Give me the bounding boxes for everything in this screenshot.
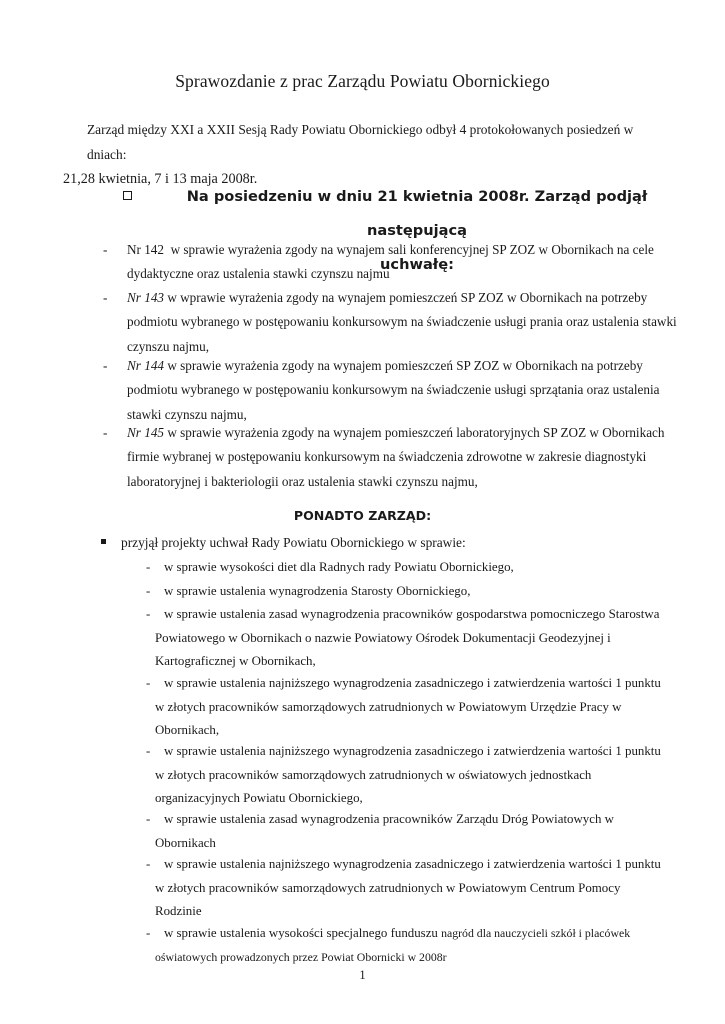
resolution-text: stawki czynszu najmu, bbox=[127, 406, 247, 422]
resolution-number: Nr 142 bbox=[127, 242, 164, 257]
project-text: w sprawie ustalenia wysokości specjalnego funduszu bbox=[164, 926, 438, 940]
project-text: Powiatowego w Obornikach o nazwie Powiatowy Ośrodek Dokumentacji Geodezyjnej i bbox=[155, 630, 611, 645]
project-text: w złotych pracowników samorządowych zatrudnionych w Powiatowym Centrum Pomocy bbox=[155, 880, 621, 895]
dash-bullet: - bbox=[103, 290, 108, 305]
dash-bullet: - bbox=[103, 242, 108, 257]
dash-bullet: - bbox=[146, 560, 151, 574]
dash-bullet: - bbox=[146, 607, 151, 621]
projects-intro bbox=[101, 532, 466, 554]
session-heading-line-1: Na posiedzeniu w dniu 21 kwietnia 2008r. Zarząd podjął następującą bbox=[186, 188, 648, 239]
project-text: w sprawie ustalenia najniższego wynagrodzenia zasadniczego i zatwierdzenia wartości 1 punktu bbox=[164, 857, 661, 871]
project-text: w sprawie ustalenia najniższego wynagrodzenia zasadniczego i zatwierdzenia wartości 1 punktu bbox=[164, 744, 661, 758]
dash-bullet: - bbox=[146, 926, 151, 940]
resolution-text: laboratoryjnej i bakteriologii oraz ustalenia stawki czynszu najmu, bbox=[127, 473, 478, 489]
resolution-text: dydaktyczne oraz ustalenia stawki czynszu najmu bbox=[127, 266, 390, 282]
section-heading-ponadto: PONADTO ZARZĄD: bbox=[293, 508, 432, 523]
dash-bullet: - bbox=[146, 584, 151, 598]
project-text: Rodzinie bbox=[155, 904, 202, 919]
project-text: w sprawie ustalenia zasad wynagrodzenia pracowników gospodarstwa pomocniczego Starostwa bbox=[164, 607, 660, 621]
project-text: Obornikach, bbox=[155, 723, 220, 738]
resolution-text: podmiotu wybranego w postępowaniu konkursowym na świadczenie usługi sprzątania oraz ustalenia bbox=[127, 382, 660, 398]
dash-bullet: - bbox=[146, 857, 151, 871]
resolution-text: firmie wybranej w postępowaniu konkursowym na świadczenia zdrowotne w zakresie diagnostyki bbox=[127, 449, 647, 465]
dash-bullet: - bbox=[103, 425, 108, 440]
intro-line-2: 21,28 kwietnia, 7 i 13 maja 2008r. bbox=[63, 171, 258, 187]
project-text: w złotych pracowników samorządowych zatrudnionych w Powiatowym Urzędzie Pracy w bbox=[155, 699, 622, 714]
resolution-number: Nr 145 bbox=[127, 425, 165, 440]
resolution-number: Nr 144 bbox=[127, 358, 165, 373]
resolution-text: w sprawie wyrażenia zgody na wynajem pomieszczeń SP ZOZ w Obornikach na potrzeby bbox=[167, 358, 643, 373]
document-title: Sprawozdanie z prac Zarządu Powiatu Obornickiego bbox=[175, 71, 550, 91]
intro-line-1: Zarząd między XXI a XXII Sesją Rady Powiatu Obornickiego odbył 4 protokołowanych posiedzeń w dniach: bbox=[87, 122, 634, 162]
project-text: Obornikach bbox=[155, 835, 216, 850]
session-heading-line-2: uchwałę: bbox=[380, 256, 454, 273]
hollow-square-bullet-icon bbox=[123, 191, 132, 200]
project-text: organizacyjnych Powiatu Obornickiego, bbox=[155, 791, 363, 806]
project-text-small: oświatowych prowadzonych przez Powiat Obornicki w 2008r bbox=[155, 949, 447, 964]
project-text: w sprawie ustalenia wynagrodzenia Starosty Obornickiego, bbox=[164, 584, 471, 598]
project-text: w sprawie wysokości diet dla Radnych rady Powiatu Obornickiego, bbox=[164, 560, 514, 574]
resolution-text: w sprawie wyrażenia zgody na wynajem sali konferencyjnej SP ZOZ w Obornikach na cele bbox=[170, 242, 654, 257]
dash-bullet: - bbox=[146, 812, 151, 826]
project-text-small: nagród dla nauczycieli szkół i placówek bbox=[441, 926, 631, 940]
resolution-text: w wprawie wyrażenia zgody na wynajem pomieszczeń SP ZOZ w Obornikach na potrzeby bbox=[167, 290, 648, 305]
resolution-text: w sprawie wyrażenia zgody na wynajem pomieszczeń laboratoryjnych SP ZOZ w Obornikach bbox=[167, 425, 665, 440]
dash-bullet: - bbox=[146, 676, 151, 690]
resolution-text: czynszu najmu, bbox=[127, 338, 210, 354]
resolution-text: podmiotu wybranego w postępowaniu konkursowym na świadczenie usługi prania oraz ustalenia stawki bbox=[127, 314, 677, 330]
project-text: Kartograficznej w Obornikach, bbox=[155, 654, 316, 669]
project-text: w sprawie ustalenia zasad wynagrodzenia pracowników Zarządu Dróg Powiatowych w bbox=[164, 812, 614, 826]
page-number: 1 bbox=[359, 968, 366, 982]
dash-bullet: - bbox=[146, 744, 151, 758]
projects-intro-text: przyjął projekty uchwał Rady Powiatu Obornickiego w sprawie: bbox=[121, 535, 466, 550]
resolution-number: Nr 143 bbox=[127, 290, 165, 305]
project-text: w złotych pracowników samorządowych zatrudnionych w oświatowych jednostkach bbox=[155, 767, 592, 782]
filled-square-bullet-icon bbox=[101, 539, 106, 544]
dash-bullet: - bbox=[103, 358, 108, 373]
project-text: w sprawie ustalenia najniższego wynagrodzenia zasadniczego i zatwierdzenia wartości 1 punktu bbox=[164, 676, 661, 690]
